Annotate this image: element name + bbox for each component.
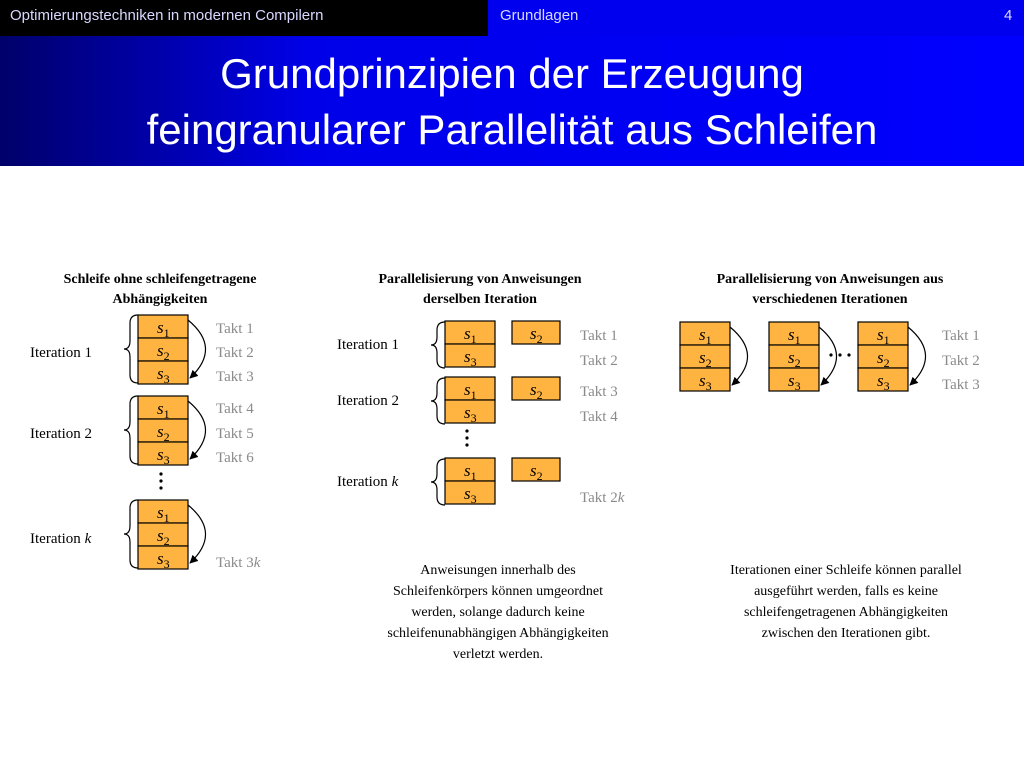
middle-desc-line3: werden, solange dadurch keine	[411, 605, 585, 620]
middle-it2-s3: $s_3$	[464, 403, 477, 425]
middle-it2-s2: $s_2$	[530, 380, 543, 402]
middle-iteration-1-brace	[431, 322, 445, 368]
left-iteration-k-brace	[124, 500, 138, 568]
right-col3-s1: $s_1$	[877, 325, 890, 347]
right-desc-line4: zwischen den Iterationen gibt.	[761, 626, 931, 641]
middle-caption-line2: derselben Iteration	[423, 292, 537, 307]
right-col1-s2: $s_2$	[699, 348, 712, 370]
left-takt-3k: Takt 3k	[216, 555, 261, 571]
right-desc-line3: schleifengetragenen Abhängigkeiten	[743, 605, 949, 620]
left-caption-line2: Abhängigkeiten	[112, 292, 208, 307]
left-takt-4: Takt 4	[216, 401, 254, 417]
middle-takt-1: Takt 1	[580, 328, 618, 344]
middle-desc-line1: Anweisungen innerhalb des	[420, 563, 576, 578]
middle-takt-2: Takt 2	[580, 353, 618, 369]
left-it2-s2: $s_2$	[157, 422, 170, 444]
left-takt-6: Takt 6	[216, 450, 254, 466]
middle-it2-s1: $s_1$	[464, 380, 477, 402]
middle-takt-4: Takt 4	[580, 409, 618, 425]
right-col1-s1: $s_1$	[699, 325, 712, 347]
left-iteration-2-label: Iteration 2	[30, 426, 93, 442]
slide-title-line2: feingranularer Parallelität aus Schleifen	[146, 106, 878, 153]
section-name: Grundlagen	[500, 7, 579, 24]
middle-takt-2k: Takt 2k	[580, 490, 625, 506]
left-panel	[30, 315, 261, 571]
right-caption-line2: verschiedenen Iterationen	[752, 292, 908, 307]
right-takt-2: Takt 2	[942, 353, 980, 369]
left-iteration-1-brace	[124, 315, 138, 383]
right-panel	[680, 322, 980, 393]
right-horizontal-ellipsis	[829, 353, 850, 356]
middle-iteration-2-brace	[431, 378, 445, 424]
right-col3-dependency-arrow	[908, 327, 926, 385]
left-it2-dependency-arrow	[188, 401, 206, 459]
left-itk-s1: $s_1$	[157, 503, 170, 525]
right-col2-s2: $s_2$	[788, 348, 801, 370]
middle-iteration-1-label: Iteration 1	[337, 337, 400, 353]
right-col1-s3: $s_3$	[699, 371, 712, 393]
middle-desc-line4: schleifenunabhängigen Abhängigkeiten	[387, 626, 609, 641]
middle-itk-s2: $s_2$	[530, 461, 543, 483]
right-col2-s3: $s_3$	[788, 371, 801, 393]
page-number: 4	[1004, 7, 1013, 24]
left-it1-s2: $s_2$	[157, 341, 170, 363]
middle-desc-line2: Schleifenkörpers können umgeordnet	[393, 584, 603, 599]
left-it1-dependency-arrow	[188, 320, 206, 378]
middle-it1-s3: $s_3$	[464, 347, 477, 369]
left-takt-3: Takt 3	[216, 369, 254, 385]
left-itk-s3: $s_3$	[157, 549, 170, 571]
left-takt-2: Takt 2	[216, 345, 254, 361]
middle-takt-3: Takt 3	[580, 384, 618, 400]
middle-iteration-2-label: Iteration 2	[337, 393, 400, 409]
middle-iteration-k-label: Iteration k	[337, 474, 399, 490]
right-caption-line1: Parallelisierung von Anweisungen aus	[716, 272, 944, 287]
left-takt-5: Takt 5	[216, 426, 254, 442]
middle-it1-s1: $s_1$	[464, 324, 477, 346]
right-col1-dependency-arrow	[730, 327, 748, 385]
right-col3-s2: $s_2$	[877, 348, 890, 370]
right-desc-line2: ausgeführt werden, falls es keine	[754, 584, 938, 599]
middle-desc-line5: verletzt werden.	[452, 647, 544, 662]
right-col3-s3: $s_3$	[877, 371, 890, 393]
left-iteration-2-brace	[124, 396, 138, 464]
right-col2-s1: $s_1$	[788, 325, 801, 347]
right-desc-line1: Iterationen einer Schleife können parallel	[730, 563, 962, 578]
middle-panel	[337, 321, 625, 506]
middle-it1-s2: $s_2$	[530, 324, 543, 346]
left-iteration-k-label: Iteration k	[30, 531, 92, 547]
left-itk-dependency-arrow	[188, 505, 206, 563]
left-it1-s1: $s_1$	[157, 318, 170, 340]
left-itk-s2: $s_2$	[157, 526, 170, 548]
middle-itk-s1: $s_1$	[464, 461, 477, 483]
left-it1-s3: $s_3$	[157, 364, 170, 386]
course-title: Optimierungstechniken in modernen Compilern	[10, 7, 324, 24]
left-it2-s3: $s_3$	[157, 445, 170, 467]
middle-iteration-k-brace	[431, 459, 445, 505]
left-it2-s1: $s_1$	[157, 399, 170, 421]
middle-vertical-ellipsis	[465, 429, 468, 446]
left-vertical-ellipsis	[159, 472, 162, 489]
left-caption-line1: Schleife ohne schleifengetragene	[63, 272, 257, 287]
right-takt-3: Takt 3	[942, 377, 980, 393]
right-takt-1: Takt 1	[942, 328, 980, 344]
left-takt-1: Takt 1	[216, 321, 254, 337]
left-iteration-1-label: Iteration 1	[30, 345, 93, 361]
right-col2-dependency-arrow	[819, 327, 837, 385]
middle-itk-s3: $s_3$	[464, 484, 477, 506]
slide-title-line1: Grundprinzipien der Erzeugung	[220, 50, 804, 97]
middle-caption-line1: Parallelisierung von Anweisungen	[378, 272, 582, 287]
